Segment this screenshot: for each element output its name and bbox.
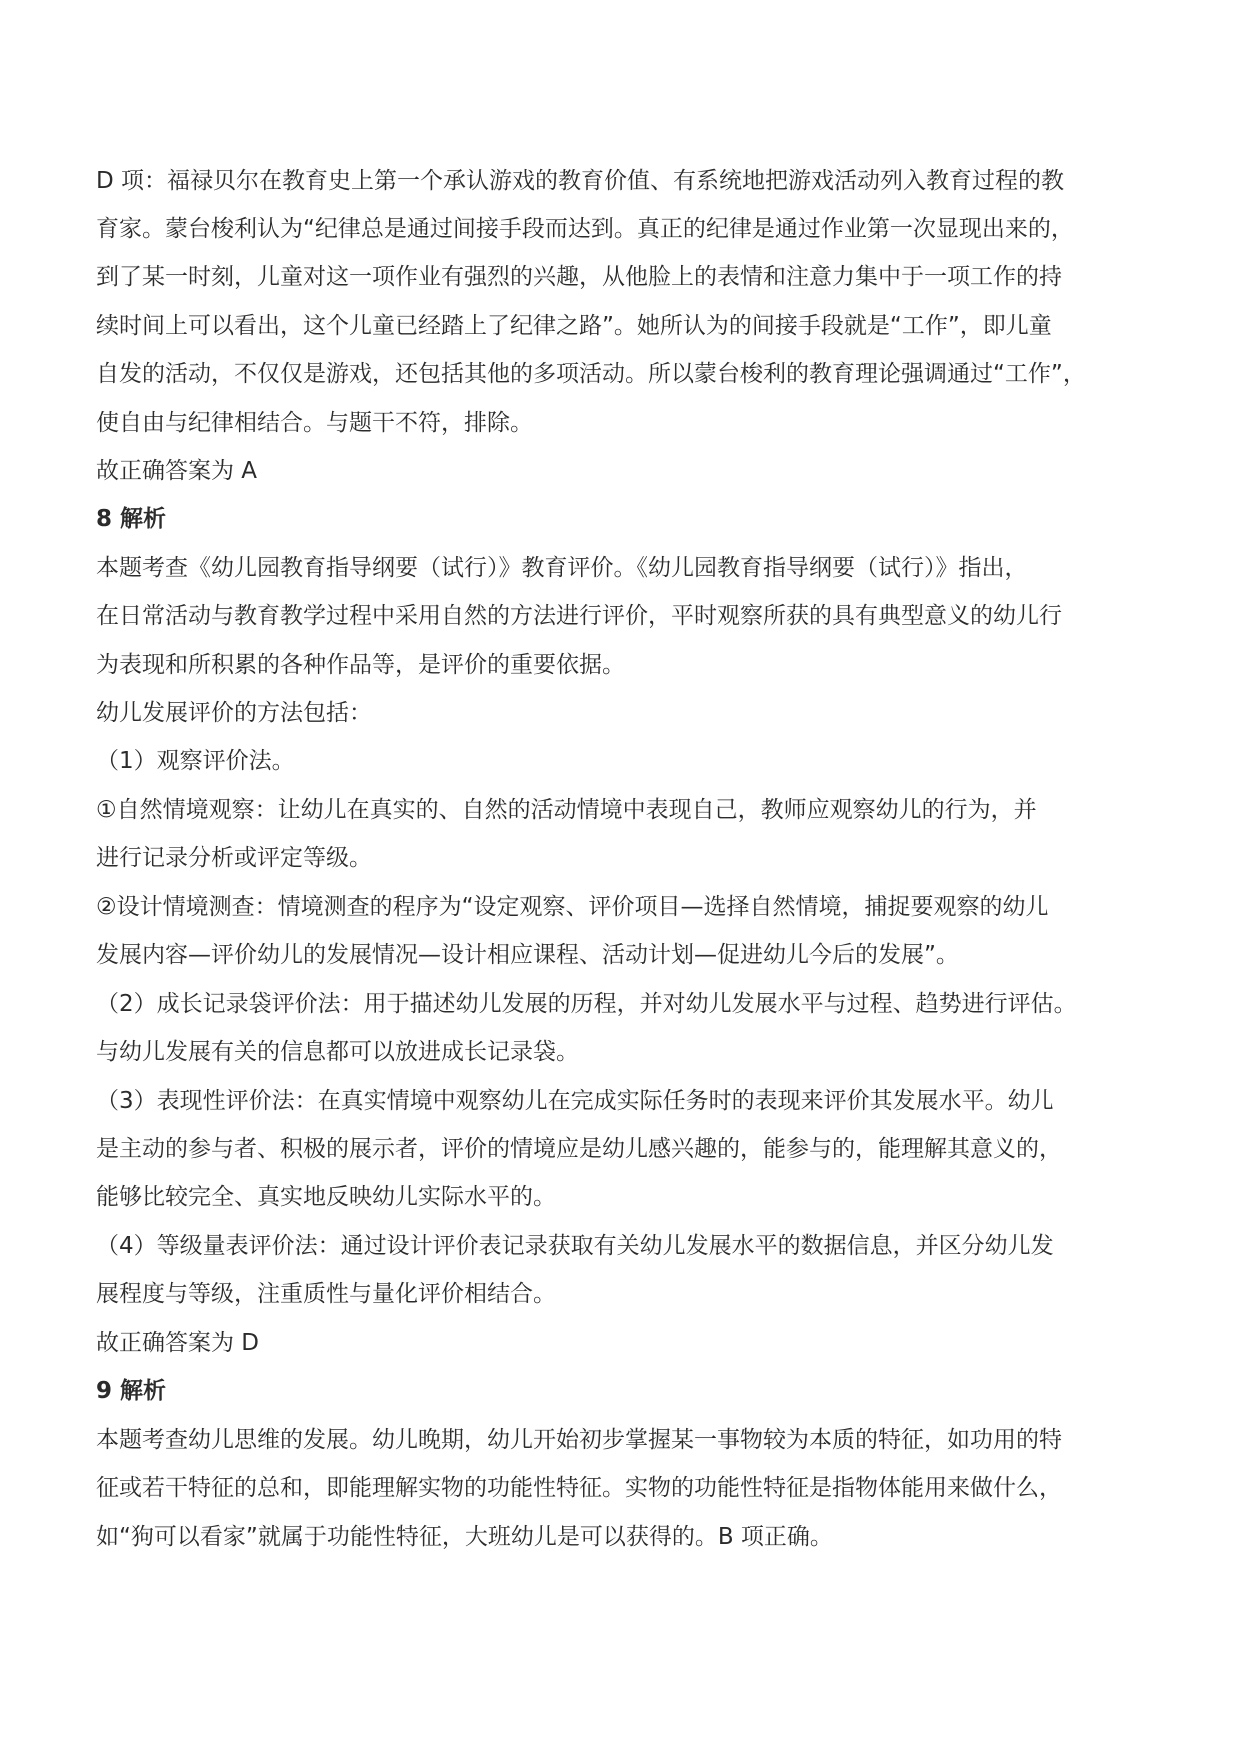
paragraph-d-option-line-2: 育家。蒙台梭利认为“纪律总是通过间接手段而达到。真正的纪律是通过作业第一次显现出来的， xyxy=(96,216,1074,242)
method-1-item-2-line-2: 发展内容—评价幼儿的发展情况—设计相应课程、活动计划—促进幼儿今后的发展”。 xyxy=(96,942,959,968)
method-1-heading: （1）观察评价法。 xyxy=(96,748,295,774)
answer-line-a: 故正确答案为 A xyxy=(96,458,258,484)
paragraph-8-line-1: 本题考查《幼儿园教育指导纲要（试行）》教育评价。《幼儿园教育指导纲要（试行）》指出， xyxy=(96,555,1028,581)
method-2-line-2: 与幼儿发展有关的信息都可以放进成长记录袋。 xyxy=(96,1039,579,1065)
method-4-line-1: （4）等级量表评价法：通过设计评价表记录获取有关幼儿发展水平的数据信息，并区分幼儿发 xyxy=(96,1233,1054,1259)
paragraph-9-line-3: 如“狗可以看家”就属于功能性特征，大班幼儿是可以获得的。B 项正确。 xyxy=(96,1524,833,1550)
paragraph-d-option-line-6: 使自由与纪律相结合。与题干不符，排除。 xyxy=(96,410,533,436)
paragraph-d-option-line-1: D 项：福禄贝尔在教育史上第一个承认游戏的教育价值、有系统地把游戏活动列入教育过程的教 xyxy=(96,168,1065,194)
paragraph-d-option-line-3: 到了某一时刻，儿童对这一项作业有强烈的兴趣，从他脸上的表情和注意力集中于一项工作的持 xyxy=(96,264,1062,290)
paragraph-8-line-3: 为表现和所积累的各种作品等，是评价的重要依据。 xyxy=(96,652,625,678)
method-intro-line: 幼儿发展评价的方法包括： xyxy=(96,700,372,726)
section-heading-8: 8 解析 xyxy=(96,506,167,532)
paragraph-d-option-line-4: 续时间上可以看出，这个儿童已经踏上了纪律之路”。她所认为的间接手段就是“工作”，即儿童 xyxy=(96,313,1052,339)
method-1-item-1-line-2: 进行记录分析或评定等级。 xyxy=(96,845,372,871)
paragraph-9-line-2: 征或若干特征的总和，即能理解实物的功能性特征。实物的功能性特征是指物体能用来做什么， xyxy=(96,1475,1062,1501)
paragraph-8-line-2: 在日常活动与教育教学过程中采用自然的方法进行评价，平时观察所获的具有典型意义的幼儿行 xyxy=(96,603,1062,629)
method-1-item-1-line-1: ①自然情境观察：让幼儿在真实的、自然的活动情境中表现自己，教师应观察幼儿的行为，并 xyxy=(96,797,1037,823)
paragraph-d-option-line-5: 自发的活动，不仅仅是游戏，还包括其他的多项活动。所以蒙台梭利的教育理论强调通过“工作”， xyxy=(96,361,1086,387)
method-2-line-1: （2）成长记录袋评价法：用于描述幼儿发展的历程，并对幼儿发展水平与过程、趋势进行评估。 xyxy=(96,991,1077,1017)
method-4-line-2: 展程度与等级，注重质性与量化评价相结合。 xyxy=(96,1281,556,1307)
method-3-line-3: 能够比较完全、真实地反映幼儿实际水平的。 xyxy=(96,1184,556,1210)
section-heading-9: 9 解析 xyxy=(96,1378,167,1404)
method-1-item-2-line-1: ②设计情境测查：情境测查的程序为“设定观察、评价项目—选择自然情境，捕捉要观察的幼儿 xyxy=(96,894,1049,920)
method-3-line-2: 是主动的参与者、积极的展示者，评价的情境应是幼儿感兴趣的，能参与的，能理解其意义的， xyxy=(96,1136,1062,1162)
paragraph-9-line-1: 本题考查幼儿思维的发展。幼儿晚期，幼儿开始初步掌握某一事物较为本质的特征，如功用的特 xyxy=(96,1427,1062,1453)
answer-line-d: 故正确答案为 D xyxy=(96,1330,260,1356)
method-3-line-1: （3）表现性评价法：在真实情境中观察幼儿在完成实际任务时的表现来评价其发展水平。幼儿 xyxy=(96,1088,1054,1114)
